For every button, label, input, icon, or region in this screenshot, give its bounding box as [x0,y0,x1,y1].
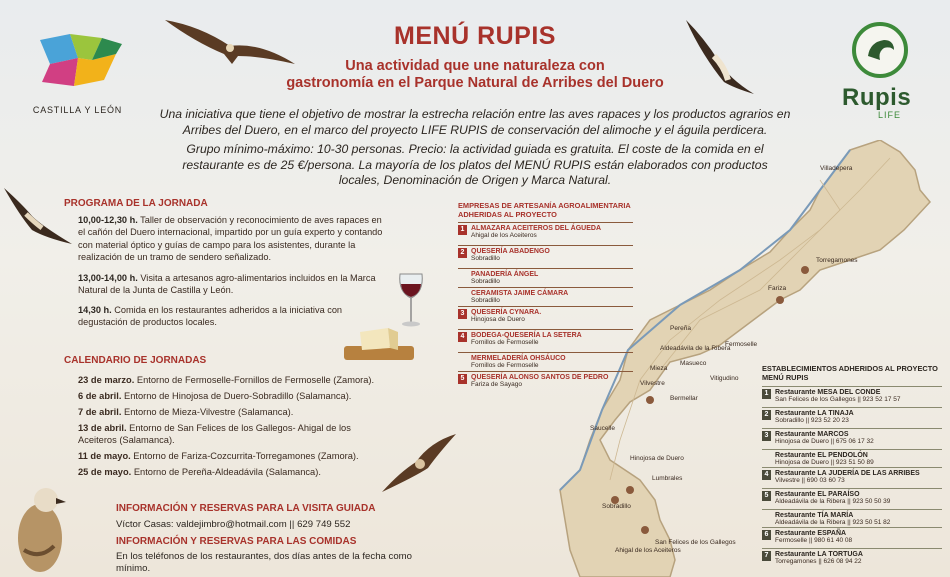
programa-text: Visita a artesanos agro-alimentarios incluidos en la Marca Natural de la Junta de Castilla y León. [78,273,376,296]
establecimiento-number-badge: 4 [762,470,771,480]
programa-item [78,272,388,297]
calendario-text: Entorno de Fermoselle-Fornillos de Fermoselle (Zamora). [134,375,375,385]
calendario-text: Entorno de Fariza-Cozcurrita-Torregamones (Zamora). [130,451,359,461]
map-label: Vilvestre [640,380,665,387]
establecimiento-item [762,488,942,505]
empresa-number-badge: 1 [458,225,467,235]
establecimiento-place: Sobradillo || 923 52 20 23 [775,417,849,424]
empresa-place: Ahigal de los Aceiteros [471,232,537,239]
establecimiento-place: Hinojosa de Duero || 923 51 50 89 [775,459,874,466]
eagle-standing-icon [4,480,74,576]
calendario-date: 7 de abril. [78,407,122,417]
eagle-perched-icon [2,186,74,250]
establecimiento-name: Restaurante LA TORTUGA [775,551,863,558]
calendario-text: Entorno de Pereña-Aldeadávila (Salamanca). [131,467,321,477]
empresas-heading: EMPRESAS DE ARTESANÍA AGROALIMENTARIA ADHERIDAS AL PROYECTO [458,201,631,219]
establecimiento-number-badge: 2 [762,410,771,420]
establecimiento-item [762,527,942,544]
page-title: MENÚ RUPIS [394,22,556,50]
establecimiento-item [762,449,942,466]
programa-time: 10,00-12,30 h. [78,215,138,225]
empresa-item [458,268,633,285]
empresa-name: CERAMISTA JAIME CÁMARA [471,290,569,297]
calendario-heading: CALENDARIO DE JORNADAS [64,355,207,366]
establecimiento-place: Aldeadávila de la Ribera || 923 50 51 82 [775,519,891,526]
empresa-place: Fornillos de Fermoselle [471,339,539,346]
empresa-place: Sobradillo [471,297,500,304]
establecimiento-place: San Felices de los Gallegos || 923 52 17 57 [775,396,901,403]
empresa-item [458,306,633,323]
calendario-text: Entorno de San Felices de los Gallegos- Ahigal de los Aceiteros (Salamanca). [78,423,351,445]
programa-time: 13,00-14,00 h. [78,273,138,283]
hawk-flying-icon [380,432,460,494]
programa-item [78,304,348,329]
empresa-place: Sobradillo [471,255,500,262]
empresa-item [458,287,633,304]
calendario-date: 23 de marzo. [78,375,135,385]
empresa-number-badge: 3 [458,309,467,319]
empresa-place: Sobradillo [471,278,500,285]
programa-item [78,214,388,263]
empresa-item [458,371,633,388]
calendario-text: Entorno de Hinojosa de Duero-Sobradillo (Salamanca). [121,391,352,401]
programa-heading: PROGRAMA DE LA JORNADA [64,198,208,209]
calendario-date: 13 de abril. [78,423,127,433]
establecimiento-item [762,509,942,526]
intro-paragraph: Una iniciativa que tiene el objetivo de mostrar la estrecha relación entre las aves rapaces y los productos agrarios en Arribes del Duero, en el marco del proyecto LIFE RUPIS de conservación del alimoche y el águila perdicera. [159,107,791,137]
empresa-number-badge: 4 [458,332,467,342]
establecimiento-item [762,428,942,445]
empresa-number-badge: 5 [458,374,467,384]
establecimiento-place: Vilvestre || 690 03 60 73 [775,477,845,484]
wine-glass-icon [396,270,426,330]
subtitle-line-2: gastronomía en el Parque Natural de Arribes del Duero [286,75,664,91]
info-visita-heading: INFORMACIÓN Y RESERVAS PARA LA VISITA GUIADA [116,503,376,514]
map-label: Hinojosa de Duero [630,455,684,462]
empresa-place: Hinojosa de Duero [471,316,525,323]
empresa-place: Fariza de Sayago [471,381,522,388]
map-label: Mieza [650,365,668,372]
programa-time: 14,30 h. [78,305,112,315]
castilla-leon-text: CASTILLA Y LEÓN [32,105,123,115]
calendario-item [78,406,408,418]
empresa-name: MERMELADERÍA OHSÁUCO [471,355,566,362]
map-label: Vitigudino [710,375,739,382]
map-label: Saucelle [590,425,615,432]
establecimiento-name: Restaurante MARCOS [775,431,849,438]
establecimiento-number-badge: 7 [762,551,771,561]
map-label: Ahigal de los Aceiteros [615,547,681,554]
calendario-date: 6 de abril. [78,391,122,401]
map-label: Torregamones [816,257,858,264]
establecimientos-heading: ESTABLECIMIENTOS ADHERIDOS AL PROYECTO MENÚ RUPIS [762,364,938,382]
establecimiento-item [762,386,942,403]
empresa-item [458,245,633,262]
programa-text: Taller de observación y reconocimiento de aves rapaces en el cañón del Duero internacional, impartido por un guía experto y contando con material óptico y guías de campo para los asistentes, durante la realización de un tramo de sendero señalizado. [78,215,383,262]
info-comidas-heading: INFORMACIÓN Y RESERVAS PARA LAS COMIDAS [116,536,357,547]
establecimiento-number-badge: 1 [762,389,771,399]
info-visita-contact: Víctor Casas: valdejimbro@hotmail.com || 629 749 552 [116,519,351,530]
establecimiento-name: Restaurante MESA DEL CONDE [775,389,881,396]
establecimiento-name: Restaurante LA JUDERÍA DE LAS ARRIBES [775,470,920,477]
calendario-date: 11 de mayo. [78,451,131,461]
calendario-item [78,466,408,478]
empresa-name: QUESERÍA ABADENGO [471,248,550,255]
calendario-date: 25 de mayo. [78,467,132,477]
establecimiento-place: Torregamones || 626 08 94 22 [775,558,862,565]
establecimiento-name: Restaurante EL PENDOLÓN [775,452,868,459]
establecimiento-item [762,548,942,565]
establecimiento-place: Fermoselle || 980 61 40 08 [775,537,853,544]
empresa-name: ALMAZARA ACEITEROS DEL ÁGUEDA [471,225,602,232]
establecimiento-name: Restaurante TÍA MARÍA [775,512,854,519]
map-marker-3 [646,396,654,404]
map-label: Bermellar [670,395,698,402]
map-label: Lumbrales [652,475,683,482]
cheese-board-icon [342,322,417,364]
life-logo-text: LIFE [878,110,902,120]
map-marker-4 [626,486,634,494]
empresa-number-badge: 2 [458,248,467,258]
map-label: San Felices de los Gallegos [655,539,736,546]
calendario-item [78,450,408,462]
map-label: Villadepera [820,165,853,172]
map-marker-1 [801,266,809,274]
establecimiento-item [762,407,942,424]
establecimiento-name: Restaurante EL PARAÍSO [775,491,860,498]
map-marker-6 [641,526,649,534]
empresa-item [458,329,633,346]
establecimiento-number-badge: 5 [762,491,771,501]
calendario-item [78,374,408,386]
details-paragraph: Grupo mínimo-máximo: 10-30 personas. Precio: la actividad guiada es gratuita. El coste de la comida en el restaurante es de 25 €/persona. La mayoría de los platos del MENÚ RUPIS están elaborados con productos locales, Denominación de Origen y Marca Natural. [182,142,768,187]
establecimiento-place: Hinojosa de Duero || 675 06 17 32 [775,438,874,445]
page-subtitle [230,58,720,92]
map-label: Fariza [768,285,787,292]
establecimiento-number-badge: 3 [762,431,771,441]
empresa-item [458,352,633,369]
empresa-name: QUESERÍA ALONSO SANTOS DE PEDRO [471,374,609,381]
subtitle-line-1: Una actividad que une naturaleza con [345,58,605,74]
establecimiento-name: Restaurante LA TINAJA [775,410,854,417]
empresa-name: QUESERÍA CYNARA. [471,309,542,316]
map-label: Fermoselle [725,341,758,348]
calendario-text: Entorno de Mieza-Vilvestre (Salamanca). [121,407,294,417]
map-label: Masueco [680,360,707,367]
establecimiento-place: Aldeadávila de la Ribera || 923 50 50 39 [775,498,891,505]
info-comidas-text: En los teléfonos de los restaurantes, dos días antes de la fecha como mínimo. [116,551,412,574]
empresa-name: BODEGA-QUESERÍA LA SETERA [471,332,582,339]
map-label: Pereña [670,325,691,332]
calendario-item [78,390,408,402]
establecimiento-number-badge: 6 [762,530,771,540]
empresa-name: PANADERÍA ÁNGEL [471,271,539,278]
establecimiento-item [762,467,942,484]
map-label: Sobradillo [602,503,631,510]
calendario-item [78,422,378,446]
programa-text: Comida en los restaurantes adheridos a la iniciativa con degustación de productos locales. [78,305,343,328]
empresa-place: Fornillos de Fermoselle [471,362,539,369]
establecimiento-name: Restaurante ESPAÑA [775,530,847,537]
empresa-item [458,222,633,239]
rupis-logo-text: Rupis [842,84,912,111]
map-marker-2 [776,296,784,304]
map-label: Aldeadávila de la Ribera [660,345,731,352]
